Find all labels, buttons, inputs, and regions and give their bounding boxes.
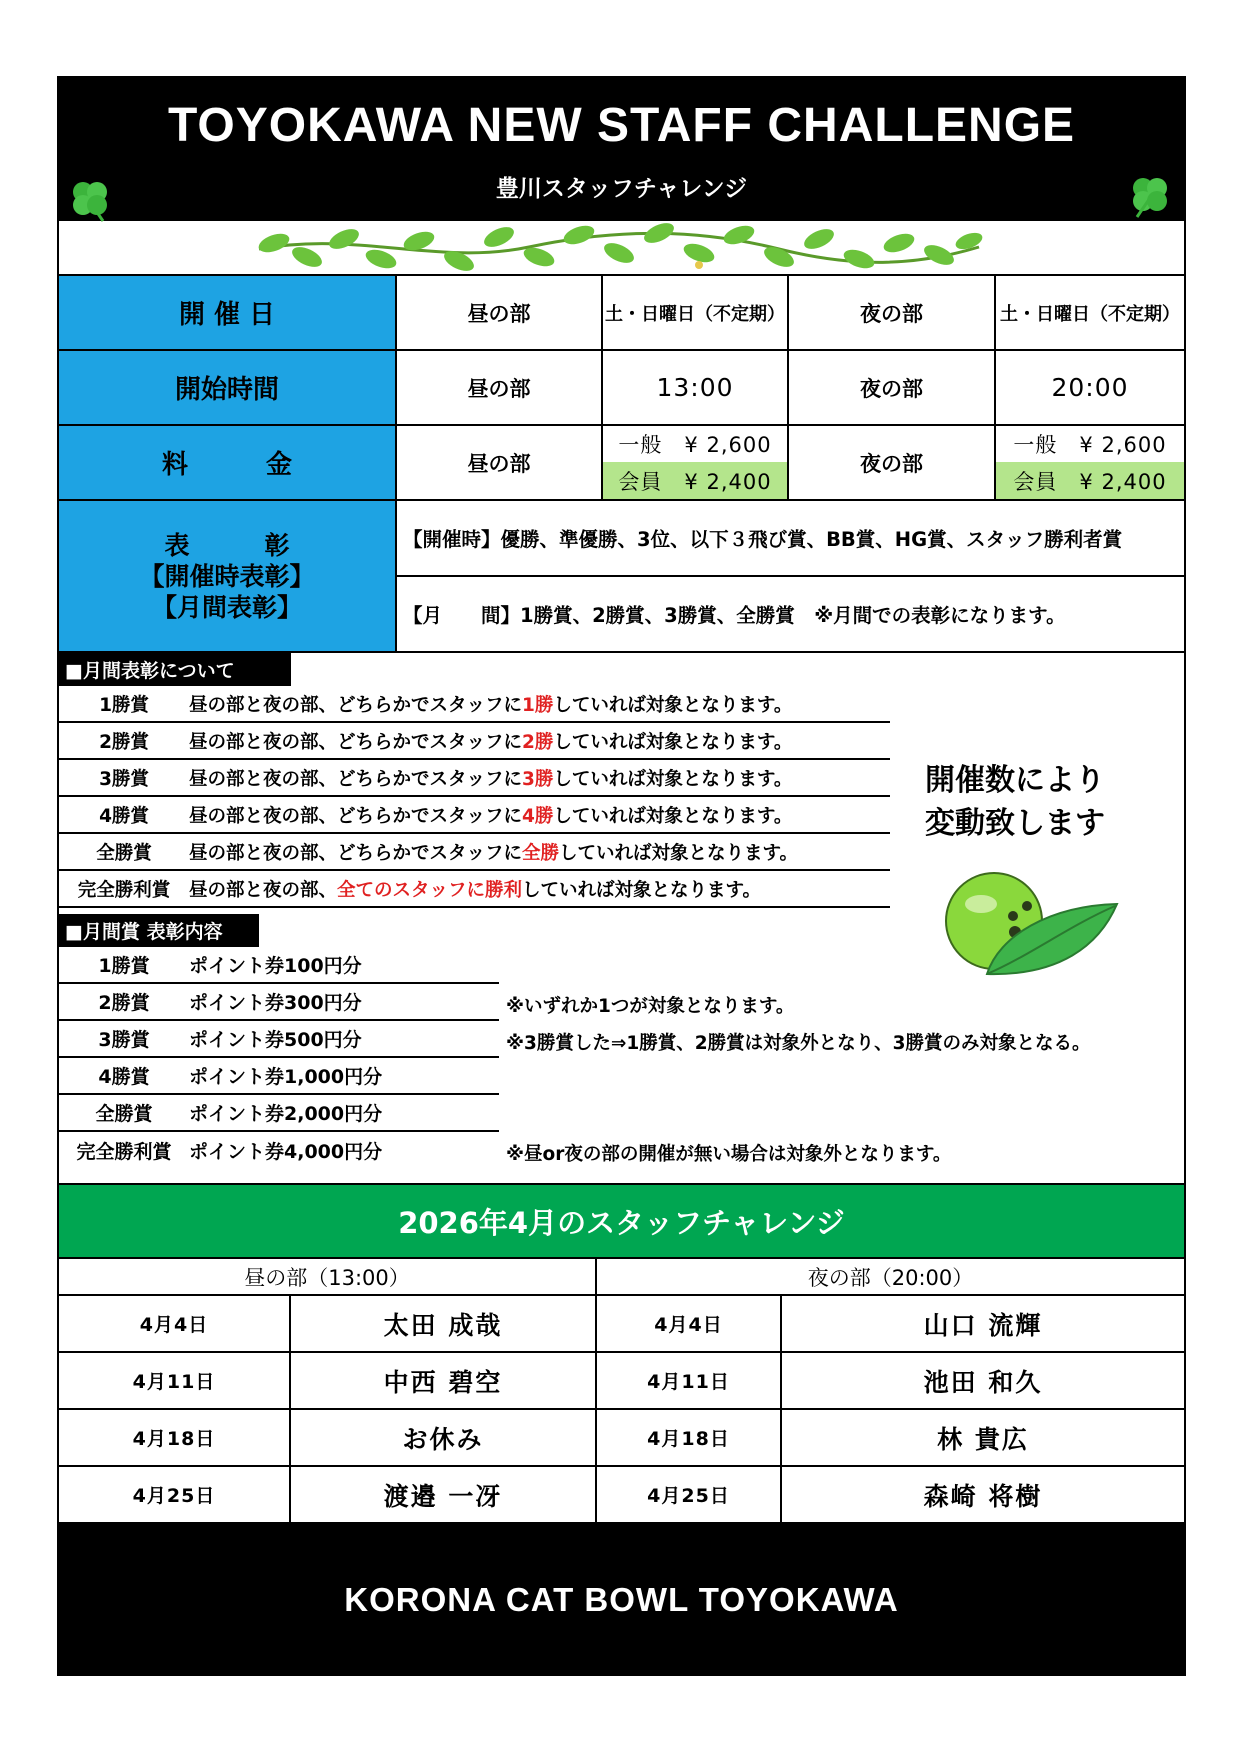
- bowling-ball-icon: [939, 866, 1129, 986]
- time-night-label: 夜の部: [789, 351, 996, 426]
- rule-row: [59, 686, 890, 723]
- prize-value: ポイント券300円分: [189, 992, 362, 1014]
- fee-day-member: 会員 ¥ 2,400: [603, 462, 787, 499]
- rule-text: 昼の部と夜の部、全てのスタッフに勝利していれば対象となります。: [189, 879, 762, 901]
- schedule-night-staff: 林 貴広: [782, 1410, 1184, 1467]
- monthly-rules-heading: ■月間表彰について: [59, 653, 291, 686]
- rule-text: 昼の部と夜の部、どちらかでスタッフに全勝していれば対象となります。: [189, 842, 799, 864]
- prize-row: [59, 984, 499, 1021]
- rule-name: 完全勝利賞: [77, 879, 171, 901]
- rule-name: 1勝賞: [99, 694, 149, 716]
- page-title: TOYOKAWA NEW STAFF CHALLENGE: [167, 99, 1076, 152]
- variation-note: 開催数により 変動致します: [925, 763, 1105, 841]
- date-night-label: 夜の部: [789, 276, 996, 351]
- footer-banner: KORONA CAT BOWL TOYOKAWA: [59, 1524, 1184, 1676]
- rule-row: [59, 871, 890, 908]
- rule-name: 4勝賞: [99, 805, 149, 827]
- schedule-night-staff: 山口 流輝: [782, 1296, 1184, 1353]
- prize-value: ポイント券100円分: [189, 955, 362, 977]
- monthly-prizes-heading: ■月間賞 表彰内容: [59, 914, 259, 947]
- prize-row: [59, 947, 499, 984]
- fee-day-general: 一般 ¥ 2,600: [618, 433, 772, 457]
- fee-day-prices: [603, 426, 789, 501]
- time-day-value: 13:00: [603, 351, 789, 426]
- prize-value: ポイント券2,000円分: [189, 1103, 383, 1125]
- schedule-night-staff: 池田 和久: [782, 1353, 1184, 1410]
- header-banner: [59, 78, 1184, 221]
- rule-name: 3勝賞: [99, 768, 149, 790]
- schedule-day-date: 4月18日: [59, 1410, 291, 1467]
- rule-row: [59, 723, 890, 760]
- fee-night-member: 会員 ¥ 2,400: [996, 462, 1184, 499]
- prize-value: ポイント券1,000円分: [189, 1066, 383, 1088]
- rule-row: [59, 760, 890, 797]
- award-label: [59, 501, 397, 653]
- vine-icon: [59, 221, 1184, 274]
- prize-row: [59, 1132, 499, 1169]
- clover-icon: [1125, 170, 1175, 220]
- schedule-night-header: 夜の部（20:00）: [597, 1259, 1184, 1296]
- vine-decoration: [59, 221, 1184, 276]
- schedule-day-date: 4月25日: [59, 1467, 291, 1524]
- time-label: 開始時間: [59, 351, 397, 426]
- schedule-day-staff: 太田 成哉: [291, 1296, 597, 1353]
- prize-value: ポイント券4,000円分: [189, 1141, 383, 1163]
- schedule-day-header: 昼の部（13:00）: [59, 1259, 597, 1296]
- schedule-day-date: 4月11日: [59, 1353, 291, 1410]
- prize-name: 4勝賞: [98, 1066, 150, 1088]
- schedule-title: 2026年4月のスタッフチャレンジ: [59, 1183, 1184, 1259]
- prize-name: 完全勝利賞: [76, 1141, 172, 1163]
- prize-name: 2勝賞: [98, 992, 150, 1014]
- schedule-night-date: 4月25日: [597, 1467, 782, 1524]
- prize-value: ポイント券500円分: [189, 1029, 362, 1051]
- award-event-text: 【開催時】優勝、準優勝、3位、以下３飛び賞、BB賞、HG賞、スタッフ勝利者賞: [397, 501, 1184, 577]
- prize-name: 1勝賞: [98, 955, 150, 977]
- date-day-label: 昼の部: [397, 276, 603, 351]
- prize-note-none: ※昼or夜の部の開催が無い場合は対象外となります。: [506, 1144, 952, 1165]
- rule-text: 昼の部と夜の部、どちらかでスタッフに4勝していれば対象となります。: [189, 805, 793, 827]
- date-day-value: 土・日曜日（不定期）: [603, 276, 789, 351]
- prize-note-three: ※3勝賞した⇒1勝賞、2勝賞は対象外となり、3勝賞のみ対象となる。: [506, 1033, 1091, 1054]
- rule-row: [59, 834, 890, 871]
- poster: [57, 76, 1186, 1676]
- clover-icon: [65, 174, 115, 224]
- fee-night-general: 一般 ¥ 2,600: [1013, 433, 1167, 457]
- schedule-day-staff: お休み: [291, 1410, 597, 1467]
- fee-night-prices: [996, 426, 1184, 501]
- prize-row: [59, 1095, 499, 1132]
- rule-name: 2勝賞: [99, 731, 149, 753]
- rule-text: 昼の部と夜の部、どちらかでスタッフに3勝していれば対象となります。: [189, 768, 793, 790]
- rule-text: 昼の部と夜の部、どちらかでスタッフに1勝していれば対象となります。: [189, 694, 793, 716]
- award-label-title: 表 彰: [164, 530, 290, 560]
- rule-name: 全勝賞: [96, 842, 152, 864]
- prize-name: 3勝賞: [98, 1029, 150, 1051]
- fee-night-label: 夜の部: [789, 426, 996, 501]
- schedule-day-date: 4月4日: [59, 1296, 291, 1353]
- date-label: 開 催 日: [59, 276, 397, 351]
- fee-day-label: 昼の部: [397, 426, 603, 501]
- rule-text: 昼の部と夜の部、どちらかでスタッフに2勝していれば対象となります。: [189, 731, 793, 753]
- prize-row: [59, 1058, 499, 1095]
- schedule-day-staff: 渡邉 一冴: [291, 1467, 597, 1524]
- schedule-day-staff: 中西 碧空: [291, 1353, 597, 1410]
- date-night-value: 土・日曜日（不定期）: [996, 276, 1184, 351]
- prize-row: [59, 1021, 499, 1058]
- prize-name: 全勝賞: [95, 1103, 153, 1125]
- award-label-monthly: 【月間表彰】: [151, 592, 302, 622]
- schedule-night-date: 4月18日: [597, 1410, 782, 1467]
- schedule-night-date: 4月11日: [597, 1353, 782, 1410]
- fee-label: 料 金: [59, 426, 397, 501]
- award-label-event: 【開催時表彰】: [139, 561, 315, 591]
- rule-row: [59, 797, 890, 834]
- time-day-label: 昼の部: [397, 351, 603, 426]
- time-night-value: 20:00: [996, 351, 1184, 426]
- schedule-night-date: 4月4日: [597, 1296, 782, 1353]
- schedule-night-staff: 森崎 将樹: [782, 1467, 1184, 1524]
- prize-note-one: ※いずれか1つが対象となります。: [506, 996, 795, 1017]
- award-monthly-text: 【月 間】1勝賞、2勝賞、3勝賞、全勝賞 ※月間での表彰になります。: [397, 577, 1184, 653]
- page-subtitle: 豊川スタッフチャレンジ: [495, 176, 748, 202]
